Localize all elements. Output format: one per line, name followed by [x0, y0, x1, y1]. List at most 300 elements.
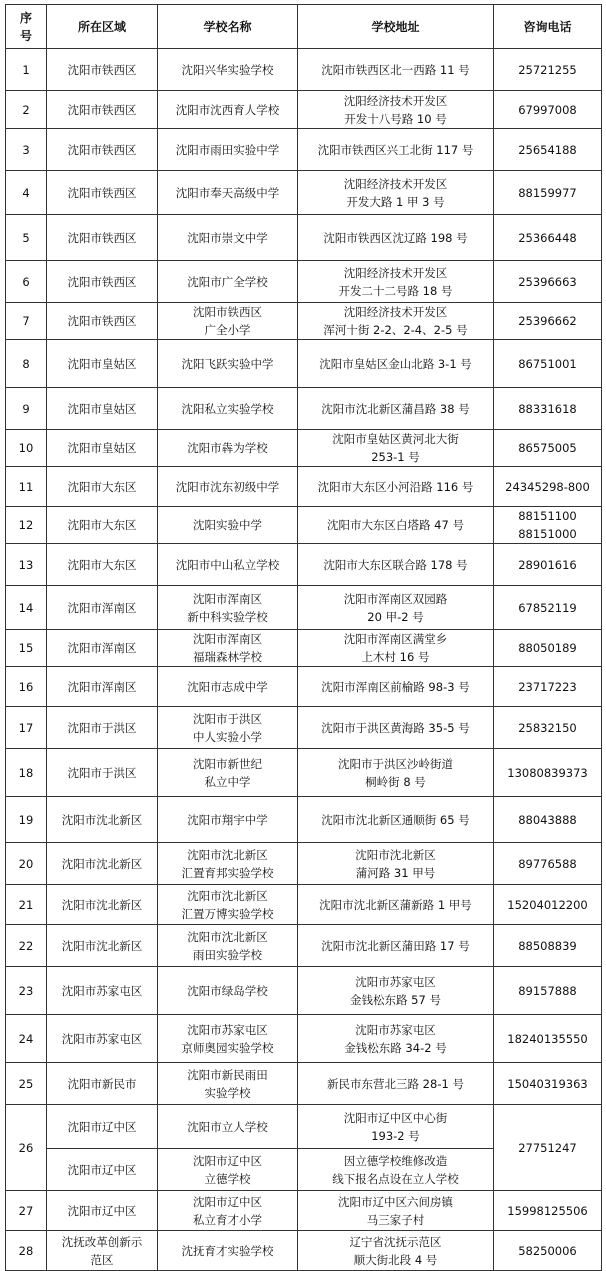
- school-name-cell-line: 沈阳市奉天高级中学: [175, 185, 280, 200]
- table-row: [6, 630, 602, 667]
- school-address-cell-line: 金钱松东路 57 号: [350, 992, 441, 1007]
- school-address-cell-line: 沈阳市铁西区兴工北街 117 号: [317, 142, 474, 157]
- phone-cell-line: 86751001: [518, 356, 577, 371]
- school-address-cell: [298, 544, 494, 586]
- school-address-cell-line: 顺大街北段 4 号: [353, 1252, 438, 1267]
- school-name-cell: [158, 586, 298, 630]
- school-name-cell-line: 沈阳市沈北新区: [187, 888, 268, 903]
- district-cell-line: 沈阳市浑南区: [67, 641, 137, 655]
- school-name-cell-line: 沈阳兴华实验学校: [181, 62, 274, 77]
- row-number: 1: [6, 49, 47, 91]
- school-name-cell: [158, 1191, 298, 1231]
- school-name-cell: [158, 749, 298, 797]
- row-number: 24: [6, 1015, 47, 1063]
- school-name-cell-line: 立德学校: [204, 1171, 251, 1186]
- district-cell: [47, 967, 158, 1015]
- phone-cell-line: 25721255: [518, 62, 577, 77]
- school-name-cell: [158, 1149, 298, 1191]
- row-number: 19: [6, 797, 47, 843]
- school-address-cell: [298, 507, 494, 544]
- school-address-cell-line: 沈阳市铁西区沈辽路 198 号: [323, 230, 468, 245]
- district-cell: [47, 707, 158, 749]
- district-cell: [47, 797, 158, 843]
- school-name-cell-line: 沈阳市苏家屯区: [187, 1022, 268, 1037]
- row-number: 21: [6, 885, 47, 925]
- table-row: [6, 1231, 602, 1271]
- school-address-cell-line: 新民市东营北三路 28-1 号: [327, 1076, 464, 1091]
- phone-cell: [494, 430, 602, 467]
- school-address-cell-line: 沈阳市辽中区六间房镇: [338, 1194, 453, 1209]
- district-cell: [47, 544, 158, 586]
- school-address-cell-line: 沈阳市苏家屯区: [355, 1022, 436, 1037]
- school-address-cell-line: 253-1 号: [371, 450, 420, 464]
- district-cell: [47, 261, 158, 303]
- phone-cell-line: 89157888: [518, 983, 577, 998]
- district-cell-line: 沈阳市辽中区: [67, 1119, 137, 1134]
- school-address-cell: [298, 843, 494, 885]
- phone-cell: [494, 1191, 602, 1231]
- district-cell-line: 沈阳市浑南区: [67, 600, 137, 615]
- phone-cell: [494, 388, 602, 430]
- school-address-cell-line: 沈阳市辽中区中心街: [343, 1110, 448, 1125]
- school-name-cell: [158, 1015, 298, 1063]
- school-address-cell-line: 沈阳市沈北新区蒲新路 1 甲号: [319, 897, 472, 912]
- district-cell: [47, 91, 158, 129]
- school-name-cell: [158, 967, 298, 1015]
- district-cell-line: 沈阳市皇姑区: [67, 356, 137, 371]
- school-name-cell-line: 私立中学: [204, 774, 251, 789]
- school-address-cell-line: 沈阳市浑南区前榆路 98-3 号: [321, 679, 470, 694]
- school-name-cell-line: 沈阳市中山私立学校: [175, 557, 280, 572]
- phone-cell: [494, 843, 602, 885]
- district-cell: [47, 843, 158, 885]
- school-name-cell: [158, 388, 298, 430]
- school-name-cell-line: 沈阳市广全学校: [187, 274, 268, 289]
- school-address-cell-line: 沈阳经济技术开发区: [343, 305, 448, 319]
- school-name-cell-line: 中人实验小学: [193, 729, 262, 744]
- district-cell-line: 沈阳市沈北新区: [61, 812, 143, 827]
- district-cell: [47, 303, 158, 340]
- school-address-cell: [298, 749, 494, 797]
- school-name-cell-line: 沈抚育才实验学校: [181, 1243, 274, 1258]
- school-name-cell: [158, 630, 298, 667]
- school-address-cell-line: 沈阳市沈北新区蒲田路 17 号: [321, 938, 470, 953]
- district-cell: [47, 885, 158, 925]
- school-address-cell: [298, 340, 494, 388]
- district-cell: [47, 1191, 158, 1231]
- school-address-cell-line: 沈阳市苏家屯区: [355, 974, 436, 989]
- school-name-cell-line: 沈阳市浑南区: [193, 591, 262, 606]
- district-cell: [47, 171, 158, 215]
- phone-cell-line: 86575005: [518, 441, 577, 455]
- table-body: [6, 49, 602, 1271]
- phone-cell-line: 27751247: [518, 1140, 577, 1155]
- school-name-cell-line: 沈阳市浑南区: [193, 632, 262, 646]
- school-name-cell-line: 沈阳市沈西育人学校: [175, 102, 280, 117]
- school-name-cell: [158, 1105, 298, 1149]
- phone-cell-line: 28901616: [518, 557, 577, 572]
- school-name-cell-line: 沈阳市犇为学校: [187, 441, 268, 455]
- district-cell-line: 沈阳市大东区: [67, 557, 137, 572]
- district-cell-line: 沈阳市浑南区: [67, 679, 137, 694]
- school-name-cell-line: 沈阳飞跃实验中学: [181, 356, 274, 371]
- table-row: [6, 707, 602, 749]
- school-address-cell-line: 沈阳市皇姑区金山北路 3-1 号: [319, 356, 472, 371]
- district-cell: [47, 1063, 158, 1105]
- school-address-cell-line: 金钱松东路 34-2 号: [344, 1040, 447, 1055]
- row-number: 12: [6, 507, 47, 544]
- phone-cell: [494, 129, 602, 171]
- district-cell: [47, 1015, 158, 1063]
- row-number: 16: [6, 667, 47, 707]
- school-name-cell-line: 沈阳市立人学校: [187, 1119, 268, 1134]
- school-name-cell-line: 沈阳市翔宇中学: [187, 812, 268, 827]
- school-name-cell: [158, 91, 298, 129]
- school-name-cell-line: 广全小学: [204, 323, 251, 337]
- header-no-line-2: 号: [19, 28, 32, 43]
- district-cell-line: 沈阳市铁西区: [67, 62, 137, 77]
- school-name-cell-line: 实验学校: [204, 1085, 251, 1100]
- phone-cell-line: 67852119: [518, 600, 577, 615]
- row-number: 3: [6, 129, 47, 171]
- table-row: [6, 215, 602, 261]
- phone-cell-line: 25366448: [518, 230, 577, 245]
- table-row: [6, 586, 602, 630]
- phone-cell: [494, 171, 602, 215]
- phone-cell: [494, 630, 602, 667]
- district-cell-line: 沈阳市苏家屯区: [61, 983, 143, 998]
- school-name-cell: [158, 49, 298, 91]
- school-address-cell: [298, 885, 494, 925]
- phone-cell-line: 88331618: [518, 401, 577, 416]
- school-address-cell-line: 线下报名点设在立人学校: [332, 1171, 459, 1186]
- phone-cell: [494, 507, 602, 544]
- school-name-cell: [158, 215, 298, 261]
- district-cell: [47, 586, 158, 630]
- phone-cell: [494, 707, 602, 749]
- school-name-cell: [158, 1231, 298, 1271]
- school-name-cell-line: 沈阳市新世纪: [193, 756, 262, 771]
- phone-cell-line: 25832150: [518, 720, 577, 735]
- phone-cell: [494, 303, 602, 340]
- row-number: 11: [6, 467, 47, 507]
- school-name-cell-line: 汇置育邦实验学校: [181, 865, 274, 880]
- district-cell-line: 沈阳市辽中区: [67, 1162, 137, 1177]
- school-address-cell-line: 沈阳市于洪区黄海路 35-5 号: [321, 720, 470, 735]
- phone-cell-line: 88151100: [518, 509, 577, 523]
- phone-cell-line: 23717223: [518, 679, 577, 694]
- row-number: 9: [6, 388, 47, 430]
- district-cell-line: 沈阳市辽中区: [67, 1203, 137, 1218]
- phone-cell-line: 25396663: [518, 274, 577, 289]
- school-address-cell: [298, 667, 494, 707]
- district-cell: [47, 749, 158, 797]
- school-address-cell: [298, 707, 494, 749]
- school-address-cell: [298, 1105, 494, 1149]
- phone-cell: [494, 797, 602, 843]
- school-address-cell-line: 沈阳经济技术开发区: [343, 93, 448, 108]
- district-cell-line: 沈阳市苏家屯区: [61, 1031, 143, 1046]
- row-number: 4: [6, 171, 47, 215]
- phone-cell-line: 15204012200: [507, 897, 588, 912]
- row-number: 18: [6, 749, 47, 797]
- row-number: 13: [6, 544, 47, 586]
- school-name-cell-line: 沈阳市绿岛学校: [187, 983, 268, 998]
- school-name-cell: [158, 340, 298, 388]
- school-address-cell-line: 沈阳市浑南区双园路: [343, 591, 448, 606]
- row-number: 2: [6, 91, 47, 129]
- school-address-cell-line: 开发十八号路 10 号: [344, 111, 447, 126]
- school-address-cell-line: 浑河十街 2-2、2-4、2-5 号: [323, 323, 468, 337]
- phone-cell: [494, 1015, 602, 1063]
- district-cell: [47, 129, 158, 171]
- school-address-cell: [298, 215, 494, 261]
- district-cell-line: 沈阳市铁西区: [67, 102, 137, 117]
- school-address-cell-line: 沈阳经济技术开发区: [343, 176, 448, 191]
- phone-cell: [494, 749, 602, 797]
- school-name-cell: [158, 171, 298, 215]
- school-address-cell-line: 沈阳市大东区白塔路 47 号: [327, 518, 464, 532]
- header-phone: 咨询电话: [494, 5, 602, 49]
- row-number: 7: [6, 303, 47, 340]
- school-address-cell-line: 蒲河路 31 甲号: [355, 865, 436, 880]
- district-cell-line: 沈阳市大东区: [67, 479, 137, 494]
- district-cell: [47, 49, 158, 91]
- table-row: [6, 797, 602, 843]
- phone-cell-line: 67997008: [518, 102, 577, 117]
- school-address-cell-line: 沈阳市铁西区北一西路 11 号: [321, 62, 470, 77]
- table-row: [6, 430, 602, 467]
- district-cell: [47, 507, 158, 544]
- school-address-cell-line: 沈阳市大东区联合路 178 号: [323, 557, 468, 572]
- phone-cell-line: 15040319363: [507, 1076, 588, 1091]
- school-address-cell-line: 马三家子村: [366, 1212, 425, 1227]
- school-name-cell-line: 沈阳市沈东初级中学: [175, 479, 280, 494]
- row-number: 10: [6, 430, 47, 467]
- school-name-cell-line: 新中科实验学校: [187, 609, 268, 624]
- row-number: 14: [6, 586, 47, 630]
- phone-cell: [494, 215, 602, 261]
- phone-cell: [494, 925, 602, 967]
- school-address-cell: [298, 1063, 494, 1105]
- table-row: [6, 749, 602, 797]
- school-name-cell: [158, 797, 298, 843]
- district-cell-line: 沈阳市沈北新区: [61, 897, 143, 912]
- district-cell-line: 沈阳市铁西区: [67, 185, 137, 200]
- phone-cell: [494, 49, 602, 91]
- school-address-cell-line: 193-2 号: [371, 1128, 420, 1143]
- school-address-cell: [298, 171, 494, 215]
- table-row: [6, 303, 602, 340]
- school-address-cell-line: 沈阳市皇姑区黄河北大街: [332, 432, 459, 446]
- school-address-cell-line: 沈阳市沈北新区通顺街 65 号: [321, 812, 470, 827]
- row-number: 25: [6, 1063, 47, 1105]
- phone-cell-line: 88508839: [518, 938, 577, 953]
- table-row: [6, 843, 602, 885]
- phone-cell-line: 88159977: [518, 185, 577, 200]
- school-name-cell-line: 沈阳市铁西区: [193, 305, 262, 319]
- phone-cell-line: 25654188: [518, 142, 577, 157]
- phone-cell: [494, 1063, 602, 1105]
- district-cell-line: 范区: [90, 1252, 114, 1267]
- district-cell-line: 沈抚改革创新示: [61, 1234, 143, 1249]
- school-address-cell-line: 沈阳市于洪区沙岭街道: [338, 756, 453, 771]
- table-row: [6, 261, 602, 303]
- table-row: [6, 467, 602, 507]
- school-address-cell: [298, 430, 494, 467]
- phone-cell-line: 25396662: [518, 314, 577, 328]
- row-number: 5: [6, 215, 47, 261]
- school-address-cell-line: 沈阳市大东区小河沿路 116 号: [317, 479, 474, 494]
- school-name-cell-line: 沈阳市雨田实验中学: [175, 142, 280, 157]
- school-name-cell-line: 沈阳市辽中区: [193, 1194, 262, 1209]
- district-cell-line: 沈阳市沈北新区: [61, 856, 143, 871]
- school-name-cell-line: 沈阳市崇文中学: [187, 230, 268, 245]
- school-name-cell-line: 沈阳市沈北新区: [187, 847, 268, 862]
- row-number: 6: [6, 261, 47, 303]
- table-row: [6, 667, 602, 707]
- school-name-cell: [158, 467, 298, 507]
- row-number: 28: [6, 1231, 47, 1271]
- phone-cell-line: 88043888: [518, 812, 577, 827]
- row-number: 17: [6, 707, 47, 749]
- school-address-cell: [298, 797, 494, 843]
- header-school: 学校名称: [158, 5, 298, 49]
- school-name-cell-line: 沈阳私立实验学校: [181, 401, 274, 416]
- table-row: [6, 1105, 602, 1149]
- school-address-cell-line: 辽宁省沈抚示范区: [349, 1234, 442, 1249]
- phone-cell: [494, 340, 602, 388]
- table-row: [6, 1015, 602, 1063]
- school-name-cell-line: 雨田实验学校: [193, 947, 262, 962]
- school-address-cell-line: 沈阳经济技术开发区: [343, 265, 448, 280]
- school-name-cell: [158, 667, 298, 707]
- district-cell: [47, 467, 158, 507]
- table-row: [6, 1063, 602, 1105]
- phone-cell: [494, 91, 602, 129]
- school-name-cell: [158, 707, 298, 749]
- school-name-cell: [158, 129, 298, 171]
- phone-cell: [494, 544, 602, 586]
- school-name-cell: [158, 544, 298, 586]
- table-row: [6, 885, 602, 925]
- school-name-cell-line: 沈阳市于洪区: [193, 711, 262, 726]
- school-address-cell: [298, 303, 494, 340]
- school-address-cell: [298, 1015, 494, 1063]
- district-cell: [47, 388, 158, 430]
- row-number: 20: [6, 843, 47, 885]
- school-name-cell-line: 沈阳实验中学: [193, 518, 262, 532]
- school-address-cell: [298, 91, 494, 129]
- school-address-cell-line: 沈阳市浑南区满堂乡: [343, 632, 448, 646]
- table-row: [6, 388, 602, 430]
- school-name-cell: [158, 261, 298, 303]
- school-name-cell-line: 福瑞森林学校: [193, 650, 262, 664]
- phone-cell: [494, 1231, 602, 1271]
- phone-cell-line: 89776588: [518, 856, 577, 871]
- school-name-cell-line: 沈阳市志成中学: [187, 679, 268, 694]
- table-row: [6, 340, 602, 388]
- phone-cell-line: 58250006: [518, 1243, 577, 1258]
- table-row: [6, 1191, 602, 1231]
- district-cell-line: 沈阳市铁西区: [67, 142, 137, 157]
- phone-cell: [494, 967, 602, 1015]
- school-address-cell-line: 桐岭街 8 号: [365, 774, 426, 789]
- district-cell: [47, 215, 158, 261]
- district-cell: [47, 1105, 158, 1149]
- district-cell-line: 沈阳市沈北新区: [61, 938, 143, 953]
- table-row: [6, 129, 602, 171]
- table-row: [6, 49, 602, 91]
- phone-cell-line: 18240135550: [507, 1031, 588, 1046]
- phone-cell: [494, 885, 602, 925]
- school-name-cell: [158, 1063, 298, 1105]
- district-cell: [47, 630, 158, 667]
- school-name-cell-line: 沈阳市辽中区: [193, 1153, 262, 1168]
- district-cell: [47, 1231, 158, 1271]
- header-no-line-1: 序: [19, 10, 32, 25]
- district-cell-line: 沈阳市铁西区: [67, 314, 137, 328]
- district-cell: [47, 340, 158, 388]
- school-address-cell: [298, 129, 494, 171]
- school-name-cell-line: 沈阳市新民雨田: [187, 1067, 268, 1082]
- district-cell-line: 沈阳市大东区: [67, 518, 137, 532]
- school-name-cell: [158, 885, 298, 925]
- school-address-cell: [298, 1149, 494, 1191]
- table-header-row: [6, 5, 602, 49]
- row-number: 26: [6, 1105, 47, 1191]
- school-name-cell-line: 京师奥园实验学校: [181, 1040, 274, 1055]
- row-number: 27: [6, 1191, 47, 1231]
- phone-cell: [494, 467, 602, 507]
- phone-cell-line: 88151000: [518, 527, 577, 541]
- school-address-cell: [298, 630, 494, 667]
- school-address-cell: [298, 261, 494, 303]
- district-cell-line: 沈阳市新民市: [67, 1076, 137, 1091]
- header-no: [6, 5, 47, 49]
- school-table: [5, 4, 602, 1271]
- school-address-cell: [298, 967, 494, 1015]
- phone-cell: [494, 261, 602, 303]
- school-address-cell: [298, 1191, 494, 1231]
- table-row: [6, 925, 602, 967]
- school-address-cell: [298, 925, 494, 967]
- school-name-cell: [158, 507, 298, 544]
- row-number: 22: [6, 925, 47, 967]
- table-row: [6, 171, 602, 215]
- school-name-cell-line: 私立育才小学: [193, 1212, 262, 1227]
- row-number: 15: [6, 630, 47, 667]
- district-cell: [47, 667, 158, 707]
- district-cell-line: 沈阳市皇姑区: [67, 441, 137, 455]
- row-number: 8: [6, 340, 47, 388]
- district-cell-line: 沈阳市于洪区: [67, 765, 137, 780]
- table-row: [6, 967, 602, 1015]
- school-name-cell: [158, 430, 298, 467]
- school-address-cell: [298, 467, 494, 507]
- phone-cell-line: 88050189: [518, 641, 577, 655]
- district-cell: [47, 925, 158, 967]
- school-address-cell: [298, 1231, 494, 1271]
- phone-cell: [494, 586, 602, 630]
- header-address: 学校地址: [298, 5, 494, 49]
- district-cell: [47, 430, 158, 467]
- header-district: 所在区域: [47, 5, 158, 49]
- school-address-cell-line: 开发二十二号路 18 号: [338, 283, 453, 298]
- phone-cell: [494, 667, 602, 707]
- district-cell-line: 沈阳市铁西区: [67, 230, 137, 245]
- school-address-cell-line: 沈阳市沈北新区: [355, 847, 436, 862]
